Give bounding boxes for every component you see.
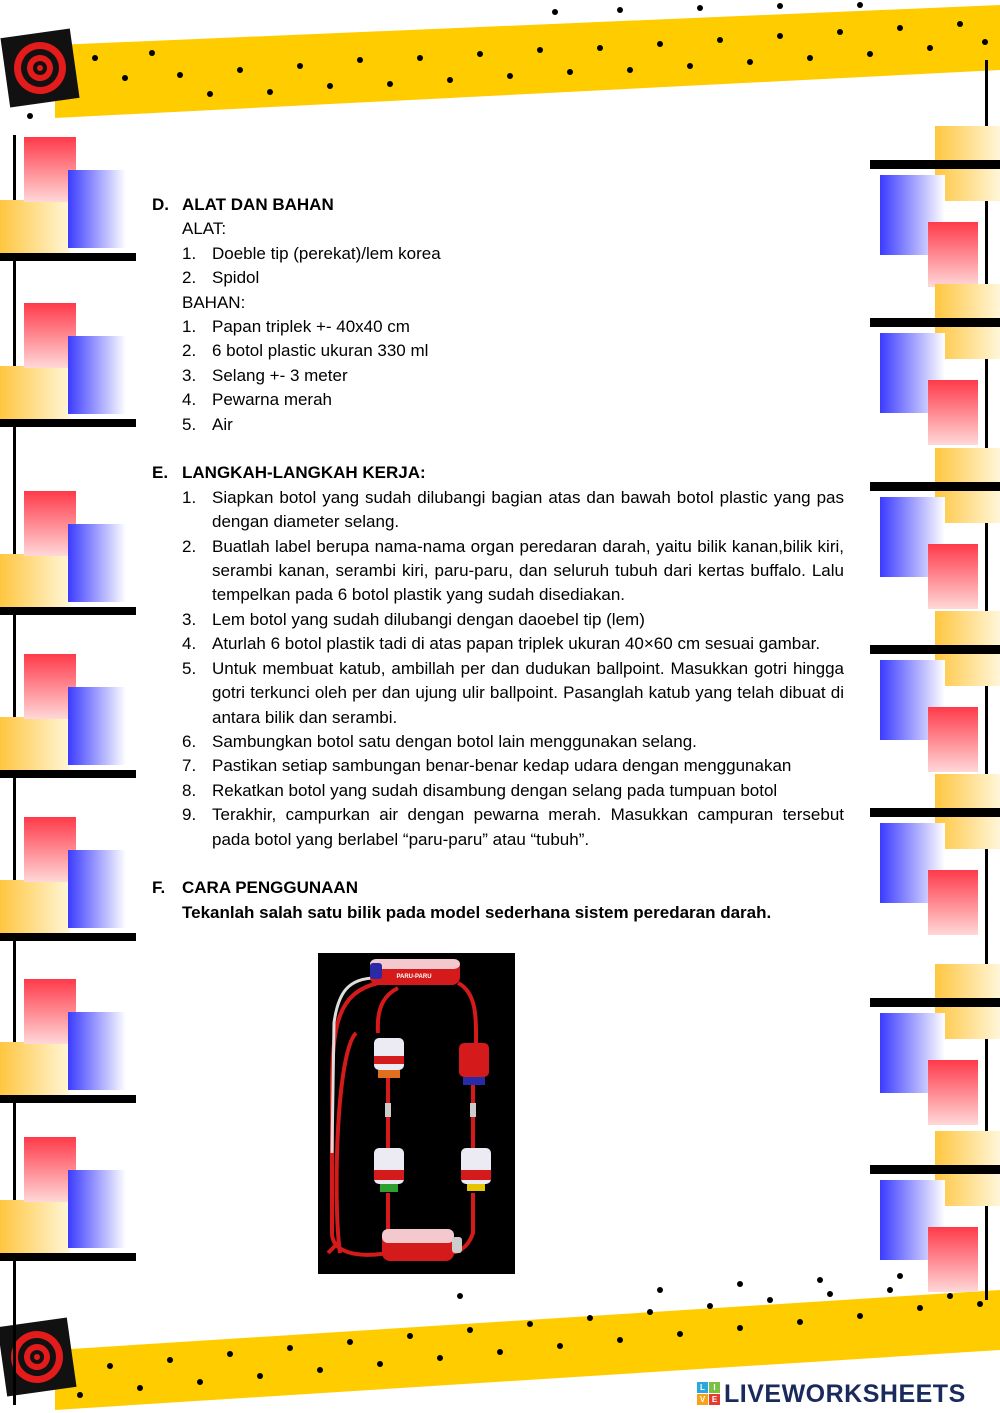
circulation-model-drawing — [318, 953, 515, 1274]
right-side-decoration — [870, 60, 1000, 1300]
list-item — [152, 413, 844, 437]
step-item — [152, 803, 844, 852]
list-item — [152, 339, 844, 363]
step-number: 4. — [182, 634, 197, 654]
target-icon-bottom — [0, 1317, 77, 1396]
list-number: 2. — [182, 341, 197, 361]
step-text: Buatlah label berupa nama-nama organ peredaran darah, yaitu bilik kanan,bilik kiri, serambi kanan, serambi kiri, paru-paru, dan seluruh tubuh dari kertas buffalo. Lalu tempelkan pada 6 botol plastik yang sudah disediakan. — [212, 536, 844, 605]
list-item — [152, 388, 844, 412]
section-e-heading — [152, 461, 844, 485]
left-atrium-bottle — [374, 1038, 404, 1078]
logo-letter: I — [709, 1382, 720, 1393]
section-e-title: LANGKAH-LANGKAH KERJA: — [182, 463, 426, 483]
target-icon-top — [0, 28, 79, 107]
list-item — [152, 266, 844, 290]
section-d-title: ALAT DAN BAHAN — [182, 195, 334, 214]
list-text: 6 botol plastic ukuran 330 ml — [212, 341, 429, 361]
lung-bottle-label: PARU-PARU — [396, 974, 432, 980]
circulation-model-image — [318, 953, 515, 1274]
list-item — [152, 242, 844, 266]
list-text: Papan triplek +- 40x40 cm — [212, 317, 410, 337]
section-e-letter: E. — [152, 463, 169, 483]
usage-instruction: Tekanlah salah satu bilik pada model sederhana sistem peredaran darah. — [182, 902, 772, 922]
section-d-letter: D. — [152, 195, 169, 214]
step-number: 6. — [182, 731, 197, 751]
section-d-heading — [152, 193, 844, 217]
step-number: 3. — [182, 609, 197, 629]
step-item — [152, 779, 844, 803]
step-number: 8. — [182, 780, 197, 800]
logo-letter: E — [709, 1394, 720, 1405]
step-number: 5. — [182, 658, 197, 678]
step-text: Aturlah 6 botol plastik tadi di atas papan triplek ukuran 40×60 cm sesuai gambar. — [212, 634, 821, 654]
list-number: 1. — [182, 243, 197, 263]
list-number: 5. — [182, 414, 197, 434]
step-text: Siapkan botol yang sudah dilubangi bagian atas dan bawah botol plastic yang pas dengan diameter selang. — [212, 487, 844, 532]
step-text: Sambungkan botol satu dengan botol lain menggunakan selang. — [212, 731, 697, 751]
spacer — [152, 437, 844, 461]
list-item — [152, 364, 844, 388]
step-text: Lem botol yang sudah dilubangi dengan daoebel tip (lem) — [212, 609, 645, 629]
step-item — [152, 754, 844, 778]
list-number: 1. — [182, 317, 197, 337]
section-f-heading — [152, 876, 844, 900]
step-number: 2. — [182, 536, 197, 556]
step-text: Untuk membuat katub, ambillah per dan dudukan ballpoint. Masukkan gotri hingga gotri terkunci oleh per dan ujung ulir ballpoint. Pasanglah katub yang telah dibuat di antara bilik dan serambi. — [212, 658, 844, 727]
alat-label: ALAT: — [182, 219, 227, 239]
liveworksheets-logo-mark — [697, 1382, 721, 1406]
step-text: Pastikan setiap sambungan benar-benar kedap udara dengan menggunakan — [212, 756, 792, 776]
list-text: Pewarna merah — [212, 390, 333, 410]
step-item — [152, 632, 844, 656]
top-band — [27, 2, 1000, 119]
spacer — [152, 852, 844, 876]
step-text: Terakhir, campurkan air dengan pewarna merah. Masukkan campuran tersebut pada botol yang berlabel “paru-paru” atau “tubuh”. — [212, 805, 844, 849]
step-item — [152, 657, 844, 730]
right-atrium-bottle — [459, 1043, 489, 1085]
section-f-title: CARA PENGGUNAAN — [182, 878, 358, 898]
liveworksheets-logo — [697, 1378, 966, 1410]
left-ventricle-bottle — [374, 1148, 404, 1192]
step-item — [152, 535, 844, 608]
step-number: 1. — [182, 487, 197, 507]
bahan-label: BAHAN: — [182, 292, 246, 312]
body-bottle — [382, 1229, 462, 1261]
step-text: Rekatkan botol yang sudah disambung dengan selang pada tumpuan botol — [212, 780, 778, 800]
list-text: Doeble tip (perekat)/lem korea — [212, 243, 441, 263]
step-item — [152, 486, 844, 535]
step-item — [152, 730, 844, 754]
right-ventricle-bottle — [461, 1148, 491, 1191]
liveworksheets-logo-text: LIVEWORKSHEETS — [724, 1379, 966, 1408]
document-body — [152, 193, 844, 925]
section-f-letter: F. — [152, 878, 166, 898]
list-text: Spidol — [212, 268, 260, 288]
logo-letter: L — [697, 1382, 708, 1393]
list-text: Air — [212, 414, 233, 434]
step-item — [152, 608, 844, 632]
logo-letter: V — [697, 1394, 708, 1405]
list-text: Selang +- 3 meter — [212, 365, 348, 385]
step-number: 7. — [182, 756, 197, 776]
step-number: 9. — [182, 805, 197, 825]
list-number: 4. — [182, 390, 197, 410]
list-item — [152, 315, 844, 339]
list-number: 2. — [182, 268, 197, 288]
left-side-decoration — [0, 135, 136, 1405]
lung-bottle — [370, 959, 460, 985]
list-number: 3. — [182, 365, 197, 385]
